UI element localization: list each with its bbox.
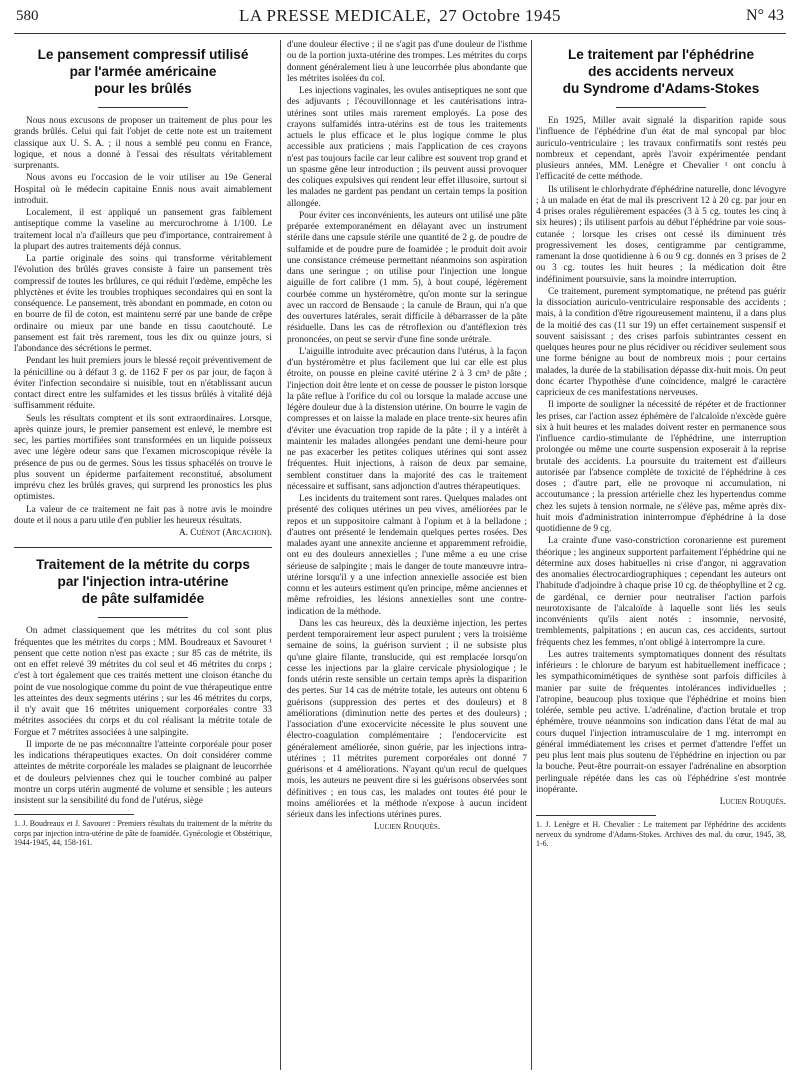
column-divider-2: [531, 40, 532, 1070]
column-2: [287, 40, 527, 835]
paragraph: Nous avons eu l'occasion de le voir utiliser au 19e General Hospital où le médecin capitaine Ennis nous avait aimablement introduit.: [14, 173, 272, 206]
header-rule: [14, 33, 786, 34]
paragraph: Il importe de ne pas méconnaître l'atteinte corporéale pour poser les indications thérapeutiques exactes. On doit considérer comme atteintes de métrite corporéale les malades se plaignant de leucorrhée et de douleurs pelviennes chez qui le toucher combiné au palper montre un corps utérin augmenté de volume et sensible ; les auteurs insistent sur la sensibilité du fond de l'utérus, siège: [14, 739, 272, 806]
paragraph: Pendant les huit premiers jours le blessé reçoit préventivement de la pénicilline ou à défaut 3 g. de 1162 F per os par jour, de façon à éviter l'infection secondaire si nuisible, tout en n'établissant aucun contact direct entre les sulfamides et les tissus brûlés à vitalité déjà suffisamment réduite.: [14, 356, 272, 412]
footnote: 1. J. Boudreaux et J. Savouret : Premiers résultats du traitement de la métrite du corps par injection intra-utérine de pâte de foamidée. Gynécologie et Obstétrique, 1944-1945, 44, 158-161.: [14, 819, 272, 848]
page-header: [0, 0, 800, 34]
column-divider-1: [280, 40, 281, 1070]
paragraph: d'une douleur élective ; il ne s'agit pas d'une douleur de l'isthme ou de la portion juxta-utérine des trompes. Les métrites du corps donnent généralement lieu à une leucorrhée plus abondante que les métrites isolées du col.: [287, 40, 527, 84]
paragraph: L'aiguille introduite avec précaution dans l'utérus, à la façon d'un hystéromètre et plus facilement que lui car elle est plus étroite, on pousse en pleine cavité utérine 2 à 3 cm³ de pâte ; l'injection doit être lente et on cesse de pousser le piston lorsque la pâte reflue à l'orifice du col ou lorsque la malade accuse une légère douleur due à la distension utérine. On bourre le vagin de compresses et on laisse la malade en place trente-six heures afin d'éviter une évacuation trop rapide de la pâte ; il y a intérêt à maintenir les malades allongées pendant une demi-heure pour ne pas exacerber les petites coliques utérines qui sont assez fréquentes. Huit injections, à raison de deux par semaine, semblent constituer dans la majorité des cas le traitement nécessaire et suffisant, sans adjonction d'autres thérapeutiques.: [287, 346, 527, 492]
title-line: de pâte sulfamidée: [81, 591, 205, 607]
paragraph: Seuls les résultats comptent et ils sont extraordinaires. Lorsque, après quinze jours, le premier pansement est enlevé, le membre est sec, les parties mortifiées sont transformées en un liquide poisseux avec une légère odeur sans que l'examen microscopique révèle la présence de pus ou de germes. Sous les tissus sphacélés on trouve le plus souvent un épiderme parfaitement reconstitué, absolument imprévu chez les brûlés graves, qui surprend les pronostics les plus optimistes.: [14, 413, 272, 503]
title-rule: [98, 617, 188, 618]
paragraph: Ils utilisent le chlorhydrate d'éphédrine naturelle, donc lévogyre ; à un malade en état de mal ils prescrivent 12 à 20 cg. par jour en 4 prises orales régulièrement espacées (3 à 5 cg. toutes les cinq à six heures) ; ils utilisent parfois au début l'éphédrine par voie sous-cutanée ; lorsque les crises ont cessé ils diminuent très progressivement les doses, centigramme par centigramme, ramenant la dose quotidienne à 6 ou 9 cg. donnés en 3 prises de 2 ou 3 cg. toutes les huit heures ; la médication doit être indéfiniment poursuivie, sans la moindre interruption.: [536, 184, 786, 285]
page-number: 580: [16, 8, 39, 24]
title-line: Le pansement compressif utilisé: [37, 47, 249, 62]
paragraph: Les injections vaginales, les ovules antiseptiques ne sont que des adjuvants ; l'écouvillonnage et les cautérisations intra-utérines sont utiles mais rarement employés. La pose des crayons sulfamidés intra-utérins est de tous les traitements actuels le plus efficace et le plus logique comme le plus accessible aux praticiens ; mais l'application de ces crayons n'est pas toujours facile car leur calibre est souvent trop grand et un spasme gêne leur introduction ; ils peuvent aussi provoquer des coliques expulsives qui rendent leur effet illusoire, surtout si les malades ne gardent pas pendant un certain temps la position allongée.: [287, 86, 527, 209]
issue-number: N° 43: [746, 7, 784, 24]
title-line: pour les brûlés: [94, 81, 192, 96]
footnote: 1. J. Lenègre et H. Chevalier : Le traitement par l'éphédrine des accidents nerveux du syndrome d'Adams-Stokes. Archives des mal. du cœur, 1945, 38, 1-6.: [536, 820, 786, 849]
article-title-ephedrine: [536, 46, 786, 97]
title-line: des accidents nerveux: [588, 64, 734, 79]
title-line: Traitement de la métrite du corps: [36, 557, 250, 573]
paragraph: Il importe de souligner la nécessité de répéter et de fractionner les prises, car l'action assez éphémère de l'alcaloïde n'excède guère six à huit heures et les malades doivent rester en permanence sous l'influence cardio-stimulante de l'éphédrine, une interruption prolongée ou même une courte suspension exposerait à la reprise brutale des accidents. La poursuite du traitement est d'ailleurs autorisée par l'absence complète de toxicité de l'éphédrine à ces doses ; d'autre part, elle ne provoque ni accumulation, ni accoutumance ; la pression artérielle chez les hypertendus comme chez les sujets à tension normale, ne s'élève pas, même après dix-huit mois d'administration ininterrompue d'éphédrine à la dose quotidienne de 9 cg.: [536, 400, 786, 534]
paragraph: Localement, il est appliqué un pansement gras faiblement antiseptique comme la vaseline au mercurochrome à 1/100. Le traitement local n'a d'ailleurs que peu d'importance, contrairement à la plupart des autres traitements déjà connus.: [14, 208, 272, 252]
journal-name: LA PRESSE MEDICALE,: [238, 6, 432, 25]
paragraph: Nous nous excusons de proposer un traitement de plus pour les grands brûlés. Celui qui fait l'objet de cette note est un traitement classique aux U. S. A. ; il nous a semblé peu connu en France, logique, et nous a donné à l'essai des résultats véritablement surprenants.: [14, 116, 272, 171]
journal-title: [0, 6, 800, 26]
title-line: du Syndrome d'Adams-Stokes: [562, 81, 760, 96]
paragraph: La crainte d'une vaso-constriction coronarienne est purement théorique ; les angineux supportent parfaitement l'éphédrine qui ne détermine aux doses habituelles ni crise d'angor, ni aggravation des anomalies électrocardiographiques ; cependant les auteurs ont l'habitude d'adjoindre à chaque prise 10 cg. de théophylline et 2 cg. de gardénal, ce dernier pour neutraliser l'action parfois neurotoxisante de l'alcaloïde à laquelle sont liés les seuls inconvénients qu'ils aient notés : insomnie, nervosité, tremblements, palpitations ; en aucun cas, ces accidents, surtout fréquents chez les femmes, n'ont obligé à interrompre la cure.: [536, 536, 786, 648]
paragraph: Les autres traitements symptomatiques donnent des résultats inférieurs : le chlorure de baryum est habituellement inefficace ; les sympathicomimétiques de synthèse sont parfois difficiles à manier par suite de fréquentes intolérances individuelles ; l'atropine, beaucoup plus toxique que l'éphédrine et moins bien tolérée, semble peu active. L'adrénaline, d'action brutale et trop éphémère, trouve néanmoins son indication dans l'état de mal au cours duquel l'injection intramusculaire de 1 mg. interrompt en général immédiatement les crises et permet d'attendre l'effet un peu plus lent mais plus soutenu de l'éphédrine en injection ou par la bouche. Peut-être pourrait-on essayer l'adrénaline en absorption perlinguale répétée dans les cas où l'éphédrine s'est montrée inopérante.: [536, 649, 786, 795]
author-signature: Lucien Rouquès.: [719, 797, 786, 807]
author-signature: A. Cuénot (Arcachon).: [178, 528, 272, 538]
column-1: [14, 40, 272, 848]
article-title-burns: [14, 46, 272, 97]
paragraph: La valeur de ce traitement ne fait pas à notre avis le moindre doute et il nous a paru utile d'en publier les heureux résultats.: [14, 504, 272, 526]
title-line: par l'armée américaine: [69, 64, 217, 79]
issue-date: 27 Octobre 1945: [439, 6, 562, 25]
paragraph: Les incidents du traitement sont rares. Quelques malades ont présenté des coliques utérines un peu vives, améliorées par le repos et un suppositoire calmant à l'opium et à la belladone ; d'autres ont présenté le lendemain quelques pertes rosées. Des malades ayant une annexite ancienne et apparemment refroidie, ont eu des douleurs annexielles ; l'une même a eu une crise sérieuse de salpingite ; mais le danger de toute manœuvre intra-utérine lorsqu'il y a une infection annexielle associée est bien connu et les auteurs estiment qu'en principe, même anciennes et même refroidies, les lésions annexielles sont une contre-indication de la méthode.: [287, 494, 527, 617]
paragraph: La partie originale des soins qui transforme véritablement l'évolution des brûlés graves consiste à faire un pansement très compressif de toutes les brûlures, ce qui réduit l'œdème, empêche les phlyctènes et évite les troubles trophiques secondaires qui en sont la conséquence. Le pansement, très abondant en pommade, en coton ou en bourre de fil de coton, est maintenu serré par une bande de crêpe ordinaire ou mieux par une bande en tissu caoutchouté. Le pansement est fait très rarement, tous les dix ou quinze jours, si l'abondance des sécrétions le permet.: [14, 254, 272, 354]
paragraph: En 1925, Miller avait signalé la disparition rapide sous l'influence de l'éphédrine d'un état de mal syncopal par bloc auriculo-ventriculaire ; les travaux confirmatifs sont restés peu nombreux et cependant, après l'avoir expérimentée pendant plusieurs années, MM. Lenègre et Chevalier ¹ ont conclu à l'efficacité de cette méthode.: [536, 116, 786, 183]
footnote-rule: [536, 815, 656, 816]
paragraph: On admet classiquement que les métrites du col sont plus fréquentes que les métrites du corps ; MM. Boudreaux et Savouret ¹ pensent que cette notion n'est pas exacte ; sur 85 cas de métrite, ils ont en effet relevé 39 métrites du col seul et 46 métrites du corps ; c'est à tort également que ces traités mettent une cloison étanche du point de vue nosologique comme du point de vue thérapeutique entre les atteintes des deux segments utérins ; sur les 46 métrites du corps, il n'y avait que 16 métrites uniquement corporéales contre 33 métrites associées du corps et du col réalisant la métrite totale de Forgue et 7 métrites associées à une salpingite.: [14, 626, 272, 738]
paragraph: Ce traitement, purement symptomatique, ne prétend pas guérir la dissociation auriculo-ventriculaire responsable des accidents ; mais, à la condition d'être rigoureusement maintenu, il a dans plus de la moitié des cas (11 sur 19) un effet certainement suspensif et souvent saisissant ; des crises parfois subintrantes cessent en quelques heures pour ne plus récidiver ou récidiver seulement sous une forme bénigne au bout de nombreux mois ; pour certains malades, la durée de la stabilisation dépasse dix-huit mois. On peut donc écarter l'hypothèse d'une coïncidence, malgré le caractère capricieux de ces manifestations nerveuses.: [536, 286, 786, 398]
article-separator: [14, 547, 272, 548]
paragraph: Pour éviter ces inconvénients, les auteurs ont utilisé une pâte préparée extemporanément en délayant avec un instrument stérile dans une capsule stérile une quantité de 2 g. de poudre de sulfamide et de poudre pure de foamidée ; le produit doit avoir une consistance crémeuse permettant néanmoins son aspiration dans une seringue ; on utilise pour l'injection une longue aiguille de fort calibre (1 mm. 5), à bout coupé, légèrement courbée comme un hystéromètre, qu'on monte sur la seringue avec un raccord de Bensaude ; la canule de Braun, qui n'a que des ouvertures latérales, serait difficile à débarrasser de la pâte résiduelle. Dans les cas de rétroflexion ou d'antéflexion très prononcées, on peut se servir d'une fine sonde urétrale.: [287, 210, 527, 345]
title-rule: [616, 107, 706, 108]
column-3: [536, 40, 786, 849]
footnote-rule: [14, 814, 134, 815]
title-rule: [98, 107, 188, 108]
title-line: par l'injection intra-utérine: [57, 574, 229, 590]
paragraph: Dans les cas heureux, dès la deuxième injection, les pertes perdent temporairement leur aspect purulent ; vers la troisième semaine de soins, la guérison survient ; il ne subsiste plus qu'une glaire filante, translucide, qui est remplacée lorsqu'on cesse les injections par la glaire cervicale physiologique ; le fonds utérin reste sensible un certain temps après la disparition des pertes. Sur 14 cas de métrite totale, les auteurs ont obtenu 6 guérisons (suppression des pertes et des douleurs) et 8 améliorations (diminution nette des pertes et des douleurs) ; l'association d'une exocervicite nécessite le plus souvent une électro-coagulation complémentaire ; l'endocervicite est généralement améliorée, sinon guérie, par les injections intra-utérines ; 11 métrites purement corporéales ont donné 7 guérisons et 4 améliorations. N'ayant qu'un recul de quelques mois, les auteurs ne peuvent dire si les guérisons observées sont définitives ; en tous cas, les malades ont toutes été pour le moins améliorées et la méthode n'expose à aucun incident sérieux dans les infections utérines pures.: [287, 618, 527, 820]
author-signature: Lucien Rouquès.: [373, 822, 441, 833]
title-line: Le traitement par l'éphédrine: [567, 47, 755, 62]
article-title-metritis: [14, 556, 272, 607]
